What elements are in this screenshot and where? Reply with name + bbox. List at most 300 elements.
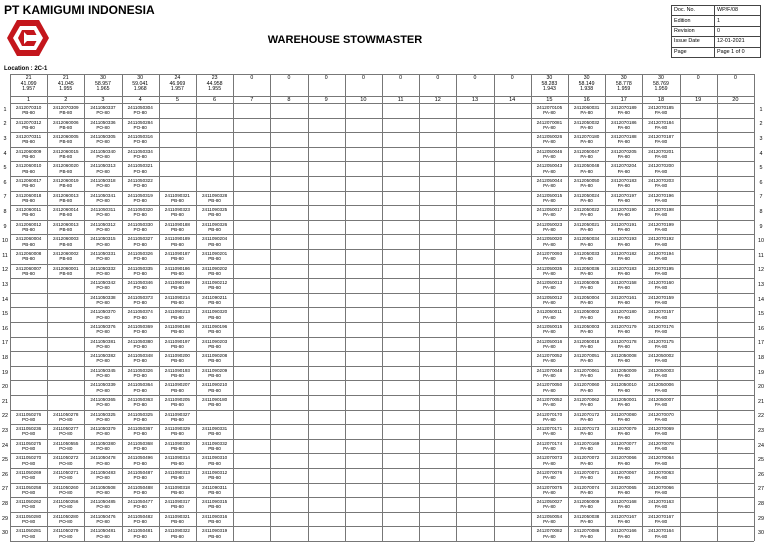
document-meta-table <box>671 5 761 58</box>
stow-cell <box>642 514 679 524</box>
stow-cell <box>159 426 196 436</box>
column-number: 3 <box>101 96 105 103</box>
column-number: 13 <box>471 96 479 103</box>
stow-cell <box>84 236 121 246</box>
stow-cell-line: 2411050269 <box>15 470 42 475</box>
stow-cell <box>159 193 196 203</box>
row-number-right: 24 <box>758 442 764 449</box>
stow-cell-line: PA-80 <box>617 475 630 481</box>
stow-cell-line: PO-80 <box>96 124 110 130</box>
stow-cell <box>642 222 679 232</box>
stow-cell <box>196 222 233 232</box>
stow-cell-line: 2411050338 <box>90 294 116 300</box>
stow-cell <box>159 412 196 422</box>
stow-cell-line: 2411050256 <box>53 499 79 505</box>
stow-cell-line: 2411090321 <box>164 513 190 519</box>
stow-cell <box>568 120 605 130</box>
stow-cell-line: PA-80 <box>654 519 668 524</box>
stow-cell-line: 2412070192 <box>648 236 674 242</box>
stow-cell <box>84 528 121 538</box>
column-header-line <box>345 87 382 93</box>
stow-cell-line: PA-80 <box>617 373 630 378</box>
stow-cell <box>605 455 642 465</box>
stow-cell-line: 2412050032 <box>573 119 600 125</box>
column-header-line: 21 <box>62 75 69 81</box>
row-number-left: 4 <box>3 150 7 157</box>
grid-hline <box>10 147 754 148</box>
stow-cell-line: PO-80 <box>96 197 110 203</box>
stow-cell-line: PB-80 <box>22 110 35 116</box>
stow-cell-line: PO-80 <box>96 227 110 232</box>
stow-cell-line: 2411050481 <box>90 528 116 534</box>
stow-cell-line: 2411050376 <box>90 324 116 329</box>
stow-cell-line: PO-80 <box>133 110 147 116</box>
stow-cell-line: PA-80 <box>543 402 556 408</box>
grid-hline <box>10 351 754 352</box>
stow-cell-line: PA-80 <box>617 489 630 495</box>
column-number: 14 <box>509 96 516 103</box>
stow-cell-line: 2411050364 <box>127 382 153 388</box>
stow-cell-line: PO-80 <box>59 533 73 539</box>
stow-cell-line: PO-80 <box>59 504 73 510</box>
column-header-line: 0 <box>510 75 514 81</box>
stow-cell-line: PB-80 <box>171 358 184 364</box>
stow-cell <box>122 412 159 422</box>
stow-cell <box>10 455 47 465</box>
stow-cell-line: 2412070075 <box>536 484 563 490</box>
stow-cell-line: 2411090196 <box>201 324 228 329</box>
stow-cell-line: 2412050009 <box>573 499 600 505</box>
row-number-left: 22 <box>2 413 8 420</box>
stow-cell <box>122 528 159 538</box>
stow-cell-line: PA-80 <box>543 139 556 145</box>
stow-cell-line: 2412070052 <box>536 397 563 402</box>
stow-cell-line: PO-80 <box>96 475 110 481</box>
stow-cell-line: PB-80 <box>208 460 221 466</box>
stow-cell <box>642 120 679 130</box>
stow-cell-line: 2412050004 <box>573 294 600 300</box>
stow-cell-line: 2411090211 <box>202 294 228 300</box>
stow-cell <box>159 514 196 524</box>
stow-cell <box>531 324 568 334</box>
stow-cell-line: 2411050236 <box>15 426 42 432</box>
stow-cell <box>47 485 84 495</box>
stow-cell <box>84 324 121 334</box>
column-header-line: 46.969 <box>169 80 186 87</box>
stow-cell <box>122 441 159 451</box>
stow-cell-line: 2412070199 <box>648 221 674 227</box>
stow-cell <box>122 163 159 173</box>
grid-hline <box>10 74 754 75</box>
stow-cell-line: PO-80 <box>133 358 147 364</box>
stow-cell-line: PA-80 <box>617 285 630 291</box>
stow-cell-line: 2411050281 <box>15 528 42 534</box>
grid-hline <box>10 176 754 177</box>
stow-cell-line: PB-80 <box>22 241 35 247</box>
stow-cell <box>568 266 605 276</box>
stow-cell-line: 2412070204 <box>611 163 637 169</box>
stow-cell <box>568 236 605 246</box>
stow-cell-line: 2411090325 <box>201 207 228 213</box>
stow-cell-line: PA-80 <box>617 343 630 349</box>
stow-cell-line: PA-80 <box>654 489 668 495</box>
stow-cell-line: PB-80 <box>22 124 35 130</box>
stow-cell <box>605 178 642 188</box>
stow-cell <box>196 193 233 203</box>
stow-cell-line: PO-80 <box>133 285 147 291</box>
row-number-left: 21 <box>2 398 8 405</box>
stow-cell-line: PO-80 <box>96 256 110 262</box>
stow-cell-line: 2412070193 <box>611 236 637 242</box>
stow-cell-line: 2412050011 <box>536 309 562 315</box>
stow-cell-line: PA-80 <box>543 197 556 203</box>
stow-cell-line: 2412070180 <box>573 134 600 140</box>
stow-cell-line: PO-80 <box>133 519 147 524</box>
stow-cell-line: 2411050367 <box>127 426 153 432</box>
row-number-right: 29 <box>758 515 764 522</box>
stow-cell-line: PB-80 <box>208 431 221 437</box>
stow-cell-line: PO-80 <box>133 533 147 539</box>
stow-cell-line: PB-80 <box>208 314 221 320</box>
row-number-left: 5 <box>3 165 7 172</box>
row-number-right: 19 <box>758 369 764 376</box>
stow-cell-line: PO-80 <box>96 387 110 393</box>
stow-cell-line: 2411090318 <box>164 484 190 490</box>
stow-cell-line: 2411050316 <box>127 134 153 140</box>
stow-cell-line: 2411090322 <box>164 528 190 534</box>
stow-cell-line: PA-80 <box>580 416 593 422</box>
stow-cell-line: 2412070198 <box>648 207 674 213</box>
stow-cell-line: 2411090317 <box>164 499 190 505</box>
stow-cell-line: 2411050339 <box>90 382 116 388</box>
stow-cell-line: PA-80 <box>543 489 556 495</box>
row-number-left: 2 <box>3 121 7 128</box>
stow-cell <box>568 470 605 480</box>
stow-cell <box>531 236 568 246</box>
stow-cell-line: PB-80 <box>208 504 221 510</box>
stow-cell-line: 2411050305 <box>90 134 116 140</box>
stow-cell-line: 2412050018 <box>573 338 600 344</box>
row-number-left: 9 <box>3 223 7 230</box>
column-header-line: 1.957 <box>22 86 36 93</box>
column-header-line: 58.778 <box>615 80 632 87</box>
stow-cell-line: PB-80 <box>208 329 221 335</box>
stow-cell-line: 2412060007 <box>15 265 42 271</box>
stow-cell-line: 2412060003 <box>53 236 79 242</box>
stow-cell-line: 2411050341 <box>90 192 116 198</box>
stow-cell-line: 2412050006 <box>648 382 674 388</box>
column-header-line: 24 <box>174 75 181 81</box>
stow-cell <box>568 528 605 538</box>
stow-cell-line: 2411090326 <box>201 221 228 227</box>
stow-cell-line: PO-80 <box>21 475 36 481</box>
stow-cell-line: PA-80 <box>654 168 668 174</box>
stow-cell-line: 2411050284 <box>127 119 153 125</box>
stow-cell-line: PB-80 <box>171 373 184 378</box>
stow-cell-line: 2412050043 <box>536 163 563 169</box>
stow-cell-line: PA-80 <box>580 343 593 349</box>
stow-cell-line: 2412070173 <box>573 426 600 432</box>
row-number-left: 20 <box>2 384 8 391</box>
stow-cell-line: PA-80 <box>654 256 668 262</box>
stow-cell <box>605 499 642 509</box>
stow-cell <box>568 280 605 290</box>
stow-cell <box>122 353 159 363</box>
column-number: 19 <box>695 96 702 103</box>
meta-row <box>672 37 761 47</box>
stow-cell <box>159 295 196 305</box>
stow-cell-line: PA-80 <box>543 387 556 393</box>
stow-cell-line: PB-80 <box>208 373 221 378</box>
column-header-line: 41.045 <box>57 80 74 87</box>
stow-cell-line: PB-80 <box>208 343 221 349</box>
stow-cell <box>84 455 121 465</box>
stow-cell-line: PA-80 <box>654 314 668 320</box>
column-header <box>345 76 382 93</box>
stow-cell-line: PA-80 <box>654 504 668 510</box>
column-header-line: 1.943 <box>542 86 556 93</box>
row-number-right: 30 <box>758 530 764 537</box>
stow-cell <box>568 178 605 188</box>
stow-cell-line: 2412070312 <box>15 119 42 125</box>
stow-cell <box>642 470 679 480</box>
column-header-line: 30 <box>546 75 553 81</box>
stow-cell-line: PA-80 <box>580 373 593 378</box>
column-header-line: 58.957 <box>95 80 111 87</box>
stow-cell <box>605 353 642 363</box>
stow-cell-line: PA-80 <box>617 139 630 145</box>
stow-cell-line: PB-80 <box>171 241 184 247</box>
stow-cell-line: 2412070171 <box>536 426 563 432</box>
column-header-line: 0 <box>436 75 440 81</box>
stow-cell <box>642 339 679 349</box>
stow-cell <box>47 412 84 422</box>
stow-cell <box>642 397 679 407</box>
stow-cell-line: 2412050003 <box>648 367 674 373</box>
stow-cell <box>568 207 605 217</box>
stow-cell-line: 2412070074 <box>573 484 600 490</box>
stow-cell <box>47 470 84 480</box>
column-header <box>122 76 159 93</box>
stow-cell-line: PA-80 <box>617 270 630 276</box>
stow-cell <box>122 397 159 407</box>
column-header-line: 0 <box>324 75 328 81</box>
column-header-line: 44.958 <box>206 80 223 87</box>
stow-cell <box>159 222 196 232</box>
column-header <box>84 76 121 93</box>
stow-cell-line: 2412070197 <box>611 192 637 198</box>
stow-cell <box>196 236 233 246</box>
stow-cell-line: PB-80 <box>171 227 184 232</box>
stow-cell-line: 2411090200 <box>164 353 190 359</box>
row-number-right: 15 <box>758 311 764 318</box>
column-header <box>568 76 605 93</box>
row-number-right: 13 <box>758 282 764 288</box>
stow-cell-line: 2412070179 <box>611 324 637 329</box>
stow-cell-line: 2412050017 <box>536 207 563 213</box>
stow-cell-line: PA-80 <box>580 197 593 203</box>
stow-cell-line: 2412070164 <box>648 528 674 534</box>
stow-cell-line: 2411050319 <box>127 192 153 198</box>
stow-cell <box>196 426 233 436</box>
stow-cell-line: PA-80 <box>617 256 630 262</box>
stow-cell <box>84 368 121 378</box>
grid-hline <box>10 264 754 265</box>
stow-cell-line: 2411050272 <box>53 455 79 461</box>
stow-cell <box>122 368 159 378</box>
stow-cell-line: PO-80 <box>96 329 110 335</box>
stow-cell <box>642 105 679 115</box>
stow-cell-line: 2411090323 <box>164 207 190 213</box>
stow-cell-line: PO-80 <box>133 197 147 203</box>
stow-cell-line: PO-80 <box>21 489 36 495</box>
stow-cell <box>10 412 47 422</box>
row-number-right: 6 <box>759 179 763 186</box>
stow-cell <box>159 397 196 407</box>
stow-cell-line: PB-80 <box>171 285 184 291</box>
stow-cell <box>642 280 679 290</box>
stow-cell <box>196 368 233 378</box>
stow-cell-line: 2412050035 <box>536 265 563 271</box>
stow-cell-line: PO-80 <box>96 168 110 174</box>
stow-cell-line: 2411050321 <box>127 163 153 169</box>
stow-cell-line: 2412050002 <box>573 309 600 315</box>
stow-cell <box>568 382 605 392</box>
stow-cell-line: PA-80 <box>543 358 556 364</box>
stow-cell <box>568 353 605 363</box>
stow-cell-line: 2412070184 <box>648 119 674 125</box>
stow-cell-line: PO-80 <box>133 241 147 247</box>
stow-cell <box>47 426 84 436</box>
stow-cell-line: 2411050380 <box>90 440 116 446</box>
grid-hline <box>10 380 754 381</box>
stow-cell-line: PA-80 <box>654 241 668 247</box>
row-number-left: 16 <box>2 325 8 332</box>
stow-cell-line: 2412070309 <box>53 105 79 110</box>
stow-cell <box>159 353 196 363</box>
stow-cell-line: PA-80 <box>543 373 556 378</box>
stow-cell-line: 2411050336 <box>90 119 116 125</box>
stow-cell-line: 2411050382 <box>90 353 116 359</box>
row-number-right: 25 <box>758 457 764 464</box>
stow-cell-line: 2412070196 <box>648 192 674 198</box>
stow-cell <box>196 499 233 509</box>
stow-cell <box>605 149 642 159</box>
column-header-line: 59.041 <box>132 80 149 87</box>
stow-cell <box>122 178 159 188</box>
stow-cell-line: PO-80 <box>133 416 147 422</box>
stow-cell-line: PB-80 <box>208 197 221 203</box>
stow-cell-line: PO-80 <box>96 212 110 218</box>
stow-cell-line: PB-80 <box>22 183 35 189</box>
stow-cell-line: PA-80 <box>543 285 556 291</box>
stow-cell-line: PA-80 <box>617 416 630 422</box>
stow-cell-line: 2412060018 <box>15 192 42 198</box>
stow-cell-line: PO-80 <box>133 489 147 495</box>
stow-cell <box>568 309 605 319</box>
stow-cell-line: 2412070051 <box>573 353 600 359</box>
stow-cell-line: PB-80 <box>22 256 35 262</box>
stow-cell-line: PA-80 <box>654 183 668 189</box>
stow-cell <box>159 309 196 319</box>
meta-row <box>672 47 761 57</box>
column-header <box>605 76 642 93</box>
stow-cell-line: PB-80 <box>208 358 221 364</box>
row-number-right: 5 <box>759 165 763 172</box>
stow-cell-line: 2412050020 <box>536 236 563 242</box>
stow-cell <box>122 193 159 203</box>
stow-cell-line: 2411050379 <box>90 426 116 432</box>
stow-cell-line: PO-80 <box>59 446 73 451</box>
stow-cell-line: PB-80 <box>208 446 221 451</box>
stow-cell-line: PA-80 <box>617 110 630 116</box>
stow-cell-line: PO-80 <box>96 460 110 466</box>
column-header-line: 21 <box>25 75 32 81</box>
stow-cell-line: PO-80 <box>133 460 147 466</box>
stow-cell-line: 2412060020 <box>53 163 79 169</box>
stow-cell <box>84 222 121 232</box>
stow-cell-line: 2412070310 <box>15 105 42 110</box>
row-number-right: 7 <box>759 194 763 201</box>
stow-cell-line: 2412070172 <box>573 411 600 417</box>
row-number-left: 8 <box>3 209 7 215</box>
stow-cell <box>47 149 84 159</box>
stow-cell-line: PA-80 <box>617 168 630 174</box>
stow-cell <box>196 485 233 495</box>
stow-cell-line: PB-80 <box>208 489 221 495</box>
stow-cell <box>196 324 233 334</box>
stow-cell-line: 2412050047 <box>573 148 600 154</box>
stow-cell <box>10 149 47 159</box>
stow-cell <box>47 193 84 203</box>
stow-cell-line: PB-80 <box>59 124 73 130</box>
stow-cell <box>605 426 642 436</box>
stow-cell-line: PB-80 <box>59 241 73 247</box>
stow-cell-line: 2412050046 <box>536 148 563 154</box>
stow-cell-line: 2412070203 <box>648 178 674 183</box>
stow-cell-line: 2411050278 <box>53 411 79 417</box>
stow-cell-line: PA-80 <box>543 329 556 335</box>
stow-cell <box>84 105 121 115</box>
column-header <box>47 76 84 93</box>
stow-cell-line: 2411090328 <box>201 192 228 198</box>
stow-cell-line: 2411090214 <box>164 294 190 300</box>
stow-cell-line: 2412060031 <box>573 105 600 110</box>
column-header-line: 0 <box>250 75 254 81</box>
stow-cell-line: PA-80 <box>580 475 593 481</box>
stow-cell <box>568 485 605 495</box>
stow-cell <box>84 441 121 451</box>
stow-cell-line: PA-80 <box>580 241 593 247</box>
stow-cell-line: 2412050013 <box>536 280 563 286</box>
stow-cell <box>122 266 159 276</box>
stow-cell <box>122 499 159 509</box>
stow-cell-line: PO-80 <box>133 256 147 262</box>
stow-cell-line: PA-80 <box>580 139 593 145</box>
row-number-left: 15 <box>2 311 8 318</box>
stow-cell-line: 2411050320 <box>127 207 153 213</box>
row-number-left: 6 <box>3 179 7 186</box>
stow-cell-line: PA-80 <box>543 519 556 524</box>
stow-cell <box>642 426 679 436</box>
stow-cell-line: 2411050380 <box>127 338 153 344</box>
stow-cell <box>605 105 642 115</box>
stow-cell <box>84 251 121 261</box>
stow-cell <box>47 499 84 509</box>
row-number-right: 18 <box>758 355 764 361</box>
stow-cell-line: 2411090331 <box>201 426 228 432</box>
stow-cell-line: 2412070190 <box>611 207 637 213</box>
